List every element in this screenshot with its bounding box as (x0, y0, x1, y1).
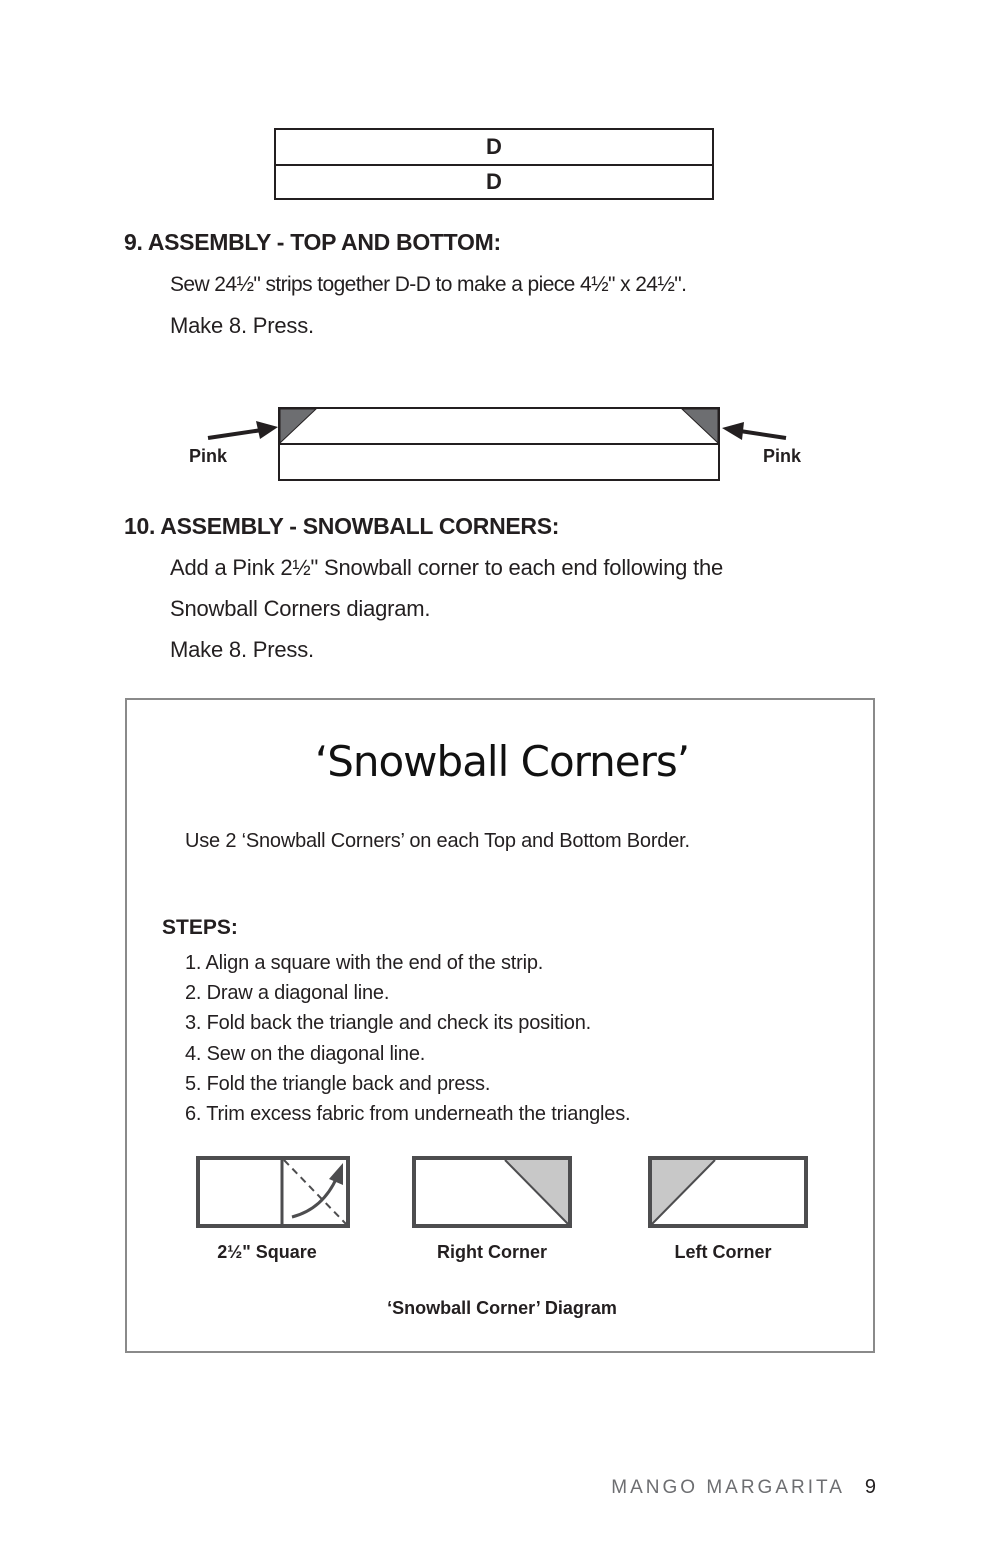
strip-row-d1: D (486, 134, 502, 159)
diagram-label-left-corner: Left Corner (674, 1242, 772, 1262)
steps-list (185, 948, 630, 1129)
step-item: 1. Align a square with the end of the strip. (185, 952, 544, 974)
step-item: 2. Draw a diagonal line. (185, 982, 390, 1005)
strip-row-d2: D (276, 164, 712, 198)
right-arrow-icon (722, 422, 786, 440)
step-item: 4. Sew on the diagonal line. (185, 1042, 426, 1065)
diagram-label-right-corner: Right Corner (437, 1242, 547, 1262)
step10-line-2: Snowball Corners diagram. (170, 596, 431, 621)
snowball-corners-panel (125, 698, 875, 1353)
panel-intro: Use 2 ‘Snowball Corners’ on each Top and Bottom Border. (185, 830, 690, 852)
diagram-label-square: 2½" Square (217, 1242, 317, 1262)
step9-line-2: Make 8. Press. (170, 313, 314, 338)
left-arrow-icon (208, 421, 278, 439)
page-number: 9 (864, 1476, 876, 1498)
right-corner-diagram (411, 1155, 573, 1229)
left-corner-diagram (647, 1155, 809, 1229)
page-footer (611, 1476, 876, 1499)
snowball-strip-diagram (170, 395, 830, 495)
diagram-caption: ‘Snowball Corner’ Diagram (387, 1298, 617, 1318)
step10-line-1: Add a Pink 2½" Snowball corner to each end following the (170, 555, 724, 580)
square-diagram (195, 1155, 351, 1229)
step10-line-3: Make 8. Press. (170, 637, 314, 662)
dd-strip-diagram (274, 128, 714, 200)
panel-title: ‘Snowball Corners’ (314, 737, 690, 786)
step-item: 6. Trim excess fabric from underneath the triangles. (185, 1103, 631, 1126)
step-item: 5. Fold the triangle back and press. (185, 1072, 491, 1095)
step9-line-1: Sew 24½" strips together D-D to make a piece 4½" x 24½". (170, 273, 687, 296)
step10-heading: 10. ASSEMBLY - SNOWBALL CORNERS: (124, 513, 560, 539)
step9-heading: 9. ASSEMBLY - TOP AND BOTTOM: (124, 229, 501, 255)
steps-heading: STEPS: (162, 916, 238, 939)
step-item: 3. Fold back the triangle and check its position. (185, 1012, 591, 1035)
pink-label-left: Pink (189, 446, 228, 466)
pink-label-right: Pink (763, 446, 802, 466)
footer-title: MANGO MARGARITA (611, 1477, 845, 1498)
